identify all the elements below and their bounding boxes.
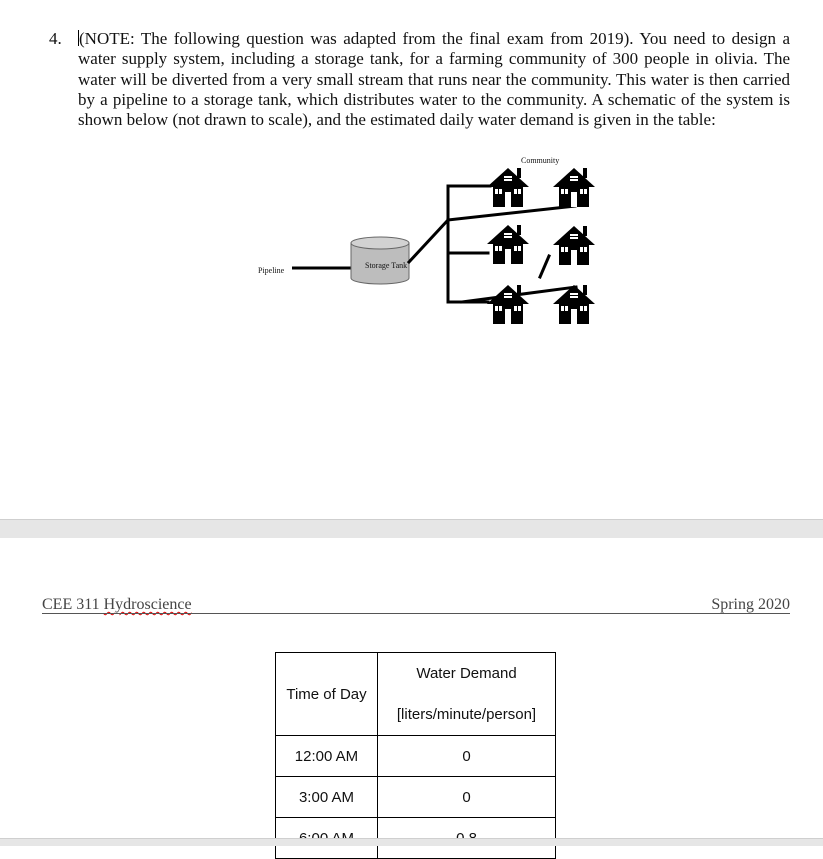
water-demand-table — [275, 652, 556, 859]
header-course-name: Hydroscience — [103, 596, 192, 613]
page-break-gap — [0, 519, 823, 539]
header-term: Spring 2020 — [711, 596, 790, 613]
house-icon — [553, 226, 595, 265]
table-cell-time: 3:00 AM — [276, 777, 378, 818]
table-row — [276, 777, 556, 818]
house-icon — [553, 168, 595, 207]
table-header-time: Time of Day — [276, 653, 378, 736]
community-label: Community — [521, 156, 560, 165]
table-row — [276, 736, 556, 777]
pipeline-label: Pipeline — [258, 266, 285, 275]
header-course — [42, 596, 192, 614]
house-icon — [487, 168, 529, 207]
house-icon — [487, 225, 529, 264]
header-rule — [42, 613, 790, 614]
storage-tank-label: Storage Tank — [365, 261, 408, 270]
table-header-demand-units: [liters/minute/person] — [396, 705, 537, 723]
house-icon — [553, 285, 595, 324]
storage-tank — [351, 237, 409, 284]
table-header-demand — [378, 653, 556, 736]
question-number: 4. — [49, 29, 62, 48]
table-cell-time: 12:00 AM — [276, 736, 378, 777]
house-icon — [487, 285, 529, 324]
header-course-code: CEE 311 — [42, 596, 100, 613]
table-cell-demand: 0 — [378, 777, 556, 818]
table-header-demand-title: Water Demand — [416, 664, 517, 682]
question-body: (NOTE: The following question was adapted from the final exam from 2019). You need to design a water supply system, including a storage tank, for a farming community of 300 people in olivia. The water will be diverted from a very small stream that runs near the community. This water is then carried by a pipeline to a storage tank, which distributes water to the community. A schematic of the system is shown below (not drawn to scale), and the estimated daily water demand is given in the table: — [78, 29, 790, 130]
table-cell-demand: 0 — [378, 736, 556, 777]
